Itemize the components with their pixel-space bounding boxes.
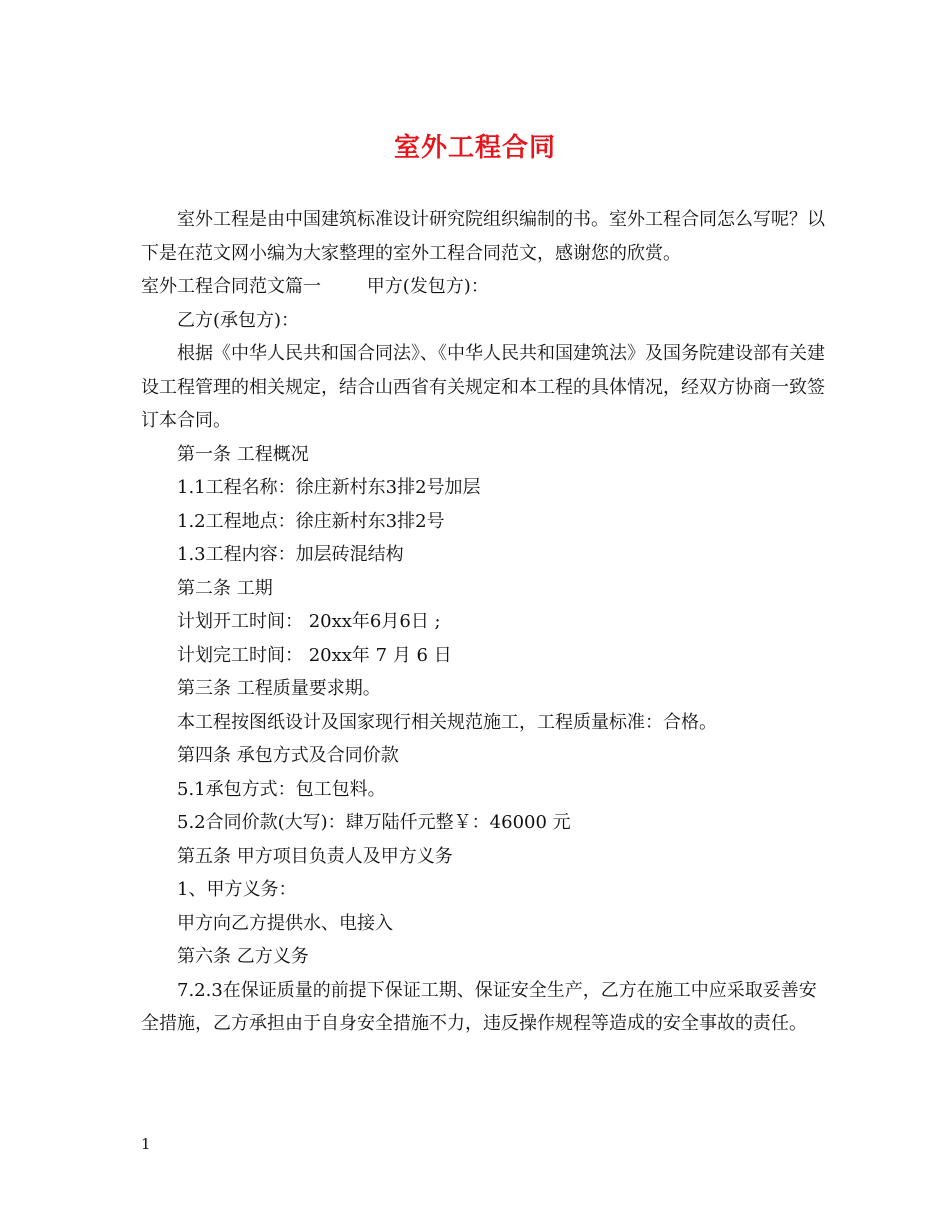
paragraph-article-3: 第三条 工程质量要求期。 <box>177 678 381 699</box>
paragraph-basis: 根据《中华人民共和国合同法》、《中华人民共和国建筑法》及国务院建设部有关建设工程管理的相关规定，结合山西省有关规定和本工程的具体情况，经双方协商一致签订本合同。 <box>141 343 825 431</box>
paragraph-quality-standard: 本工程按图纸设计及国家现行相关规范施工，工程质量标准：合格。 <box>177 711 717 733</box>
document-body <box>141 203 831 1041</box>
paragraph-party-b: 乙方(承包方)： <box>177 309 300 331</box>
paragraph-contract-mode: 5.1承包方式：包工包料。 <box>177 778 386 800</box>
paragraph-article-6: 第六条 乙方义务 <box>177 946 309 967</box>
paragraph-start-date: 计划开工时间： 20xx年6月6日 ; <box>177 611 441 632</box>
paragraph-safety-clause: 7.2.3在保证质量的前提下保证工期、保证安全生产，乙方在施工中应采取妥善安全措施，乙方承担由于自身安全措施不力，违反操作规程等造成的安全事故的责任。 <box>141 979 817 1034</box>
paragraph-party-a-duties: 1、甲方义务： <box>177 879 297 900</box>
document-title: 室外工程合同 <box>393 133 556 163</box>
paragraph-article-2: 第二条 工期 <box>177 577 273 599</box>
paragraph-article-1: 第一条 工程概况 <box>177 443 309 465</box>
paragraph-project-content: 1.3工程内容：加层砖混结构 <box>177 544 404 565</box>
paragraph-intro: 室外工程是由中国建筑标准设计研究院组织编制的书。室外工程合同怎么写呢？以下是在范文网小编为大家整理的室外工程合同范文，感谢您的欣赏。 <box>141 209 825 264</box>
paragraph-project-location: 1.2工程地点：徐庄新村东3排2号 <box>177 510 445 532</box>
paragraph-contract-price: 5.2合同价款(大写)：肆万陆仟元整￥：46000 元 <box>177 812 571 833</box>
paragraph-end-date: 计划完工时间： 20xx年 7 月 6 日 <box>177 644 452 666</box>
paragraph-water-power: 甲方向乙方提供水、电接入 <box>177 912 393 934</box>
page-number: 1 <box>141 1135 151 1153</box>
paragraph-project-name: 1.1工程名称：徐庄新村东3排2号加层 <box>177 477 481 498</box>
paragraph-article-5: 第五条 甲方项目负责人及甲方义务 <box>177 845 453 867</box>
paragraph-article-4: 第四条 承包方式及合同价款 <box>177 745 399 766</box>
paragraph-heading-party-a: 室外工程合同范文篇一 甲方(发包方)： <box>141 276 489 297</box>
